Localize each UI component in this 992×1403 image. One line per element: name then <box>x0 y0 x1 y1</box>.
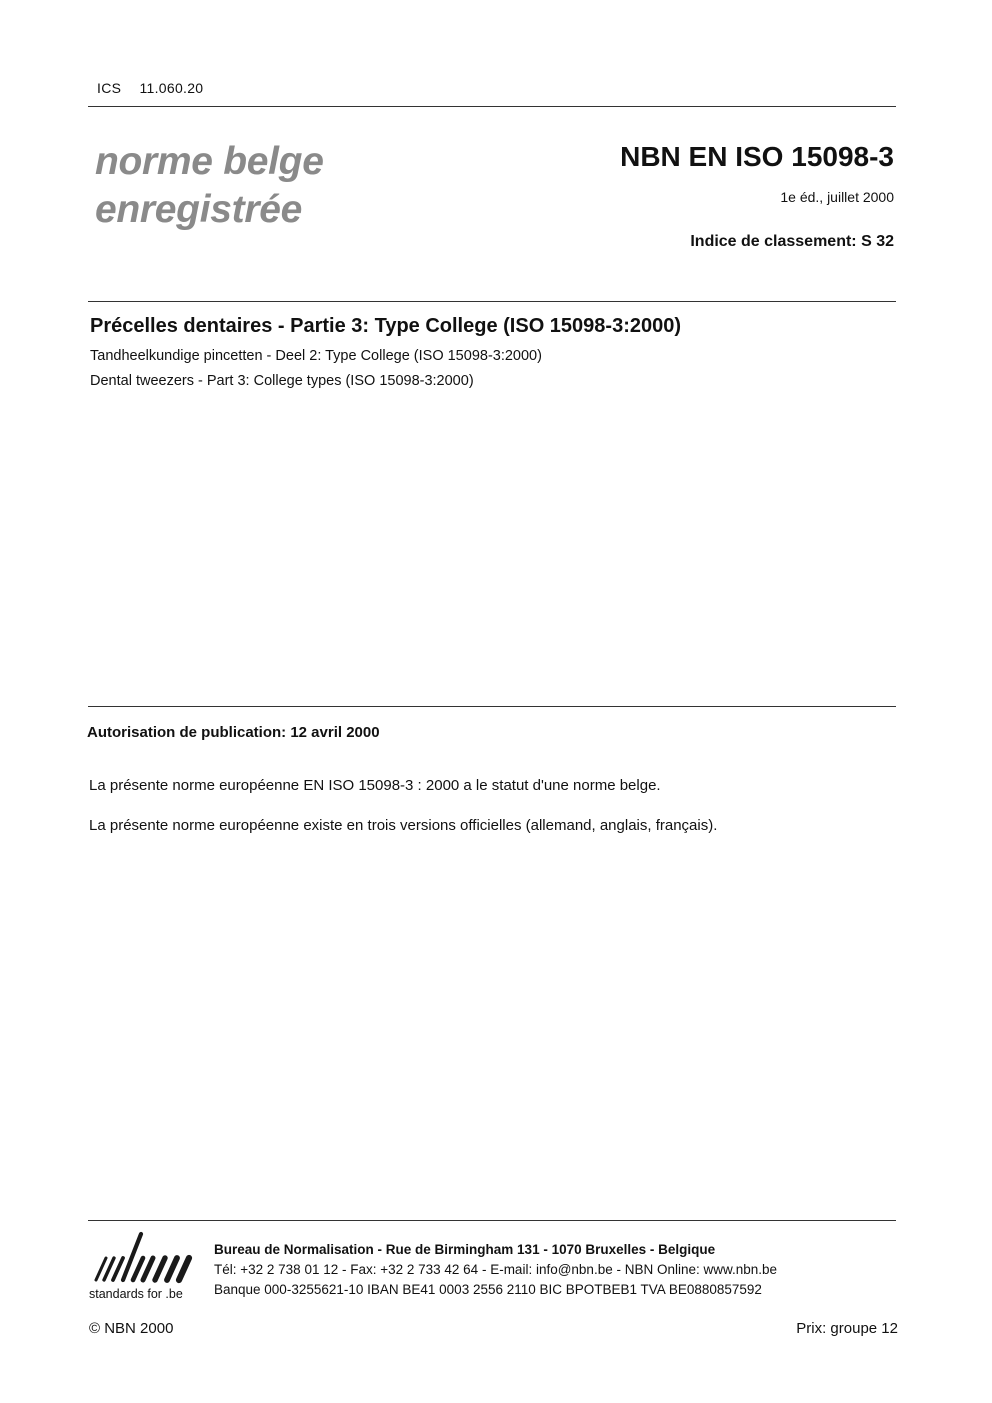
body-rule <box>88 706 896 707</box>
title-dutch: Tandheelkundige pincetten - Deel 2: Type College (ISO 15098-3:2000) <box>90 348 542 364</box>
contact-line: Tél: +32 2 738 01 12 - Fax: +32 2 733 42 64 - E-mail: info@nbn.be - NBN Online: www.nbn.be <box>214 1262 778 1277</box>
status-paragraph: La présente norme européenne EN ISO 15098-3 : 2000 a le statut d'une norme belge. <box>89 777 661 794</box>
norme-heading <box>95 138 324 234</box>
versions-paragraph: La présente norme européenne existe en trois versions officielles (allemand, anglais, français). <box>89 817 718 834</box>
ics-label: ICS <box>97 80 122 96</box>
standard-number: NBN EN ISO 15098-3 <box>620 141 894 172</box>
logo-tagline: standards for .be <box>89 1287 183 1301</box>
classification-index: Indice de classement: S 32 <box>690 233 894 250</box>
copyright: © NBN 2000 <box>89 1320 174 1337</box>
footer-rule <box>88 1220 896 1221</box>
ics-classification <box>97 80 203 96</box>
top-rule <box>88 106 896 107</box>
ics-code: 11.060.20 <box>139 80 204 96</box>
title-french: Précelles dentaires - Partie 3: Type College (ISO 15098-3:2000) <box>90 315 682 337</box>
address-line: Bureau de Normalisation - Rue de Birmingham 131 - 1070 Bruxelles - Belgique <box>214 1242 716 1257</box>
publication-authorisation: Autorisation de publication: 12 avril 2000 <box>87 724 380 741</box>
title-english: Dental tweezers - Part 3: College types (ISO 15098-3:2000) <box>90 373 474 389</box>
price-group: Prix: groupe 12 <box>796 1320 898 1337</box>
title-rule <box>88 301 896 302</box>
norme-line-2: enregistrée <box>95 188 302 231</box>
bank-line: Banque 000-3255621-10 IBAN BE41 0003 2556 2110 BIC BPOTBEB1 TVA BE0880857592 <box>214 1282 762 1297</box>
norme-line-1: norme belge <box>95 140 324 183</box>
edition: 1e éd., juillet 2000 <box>780 189 894 205</box>
